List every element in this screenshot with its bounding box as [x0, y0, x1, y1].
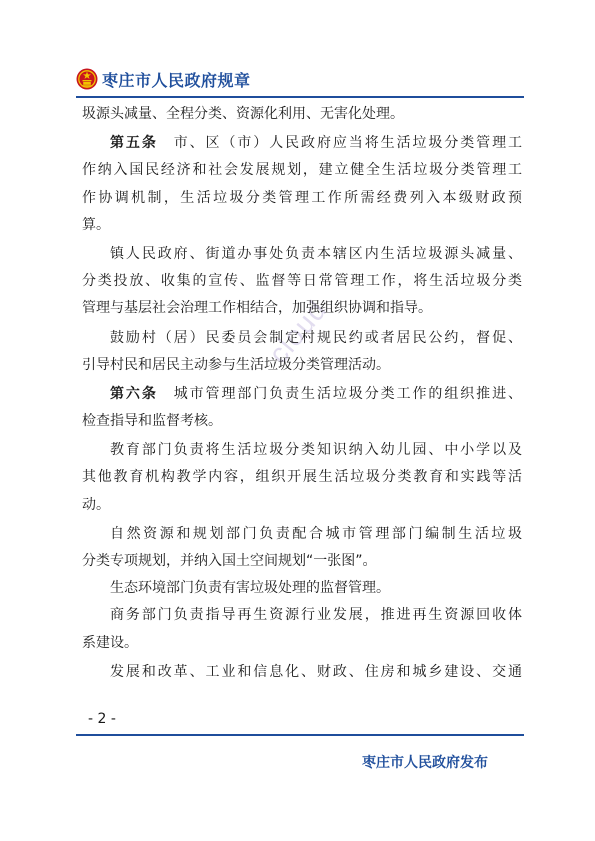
text-line: 其他教育机构教学内容，组织开展生活垃圾分类教育和实践等活: [82, 469, 522, 486]
footer-divider: [76, 734, 524, 736]
paragraph-continuation: [82, 101, 522, 128]
text-line: 引导村民和居民主动参与生活垃圾分类管理活动。: [82, 356, 390, 373]
text-line: 系建设。: [82, 634, 138, 651]
document-header: [76, 66, 251, 92]
text-line: 分类投放、收集的宣传、监督等日常管理工作，将生活垃圾分类: [82, 273, 522, 290]
text-line: 教育部门负责将生活垃圾分类知识纳入幼儿园、中小学以及: [110, 442, 522, 459]
text-line: 发展和改革、工业和信息化、财政、住房和城乡建设、交通: [110, 663, 522, 680]
text-line: 自然资源和规划部门负责配合城市管理部门编制生活垃圾: [110, 525, 522, 542]
footer-publisher: 枣庄市人民政府发布: [362, 755, 488, 771]
paragraph-ecology: [82, 575, 522, 602]
article-5: [82, 130, 522, 239]
article-number: 第六条: [110, 385, 158, 402]
page-number: - 2 -: [88, 711, 116, 727]
header-divider: [76, 96, 524, 98]
header-title: 枣庄市人民政府规章: [102, 70, 251, 90]
text-line: 作纳入国民经济和社会发展规划，建立健全生活垃圾分类管理工: [82, 162, 522, 179]
paragraph-education: [82, 437, 522, 519]
article-number: 第五条: [110, 135, 158, 152]
text-line: 城市管理部门负责生活垃圾分类工作的组织推进、: [173, 385, 523, 402]
text-line: 圾源头减量、全程分类、资源化利用、无害化处理。: [82, 106, 404, 122]
text-line: 商务部门负责指导再生资源行业发展，推进再生资源回收体: [110, 607, 522, 624]
paragraph-township: [82, 241, 522, 323]
article-6: [82, 381, 522, 435]
text-line: 镇人民政府、街道办事处负责本辖区内生活垃圾源头减量、: [110, 245, 522, 262]
text-line: [82, 381, 522, 408]
text-line: 算。: [82, 216, 110, 233]
text-line: 鼓励村（居）民委员会制定村规民约或者居民公约，督促、: [110, 329, 522, 346]
text-line: 管理与基层社会治理工作相结合，加强组织协调和指导。: [82, 300, 432, 317]
text-line: 分类专项规划，并纳入国土空间规划“一张图”。: [82, 553, 377, 569]
text-line: 市、区（市）人民政府应当将生活垃圾分类管理工: [173, 135, 523, 152]
paragraph-village: [82, 325, 522, 379]
text-line: 生态环境部门负责有害垃圾处理的监督管理。: [110, 580, 390, 597]
paragraph-natural-resources: [82, 521, 522, 575]
national-emblem-icon: [76, 68, 98, 90]
text-line: 检查指导和监督考核。: [82, 413, 222, 430]
text-line: [82, 130, 522, 157]
paragraph-commerce: [82, 602, 522, 656]
text-line: 动。: [82, 496, 110, 513]
document-body: [82, 101, 522, 686]
text-line: 作协调机制，生活垃圾分类管理工作所需经费列入本级财政预: [82, 189, 522, 206]
watermark: cloud: [262, 294, 333, 370]
paragraph-development: [82, 659, 522, 686]
